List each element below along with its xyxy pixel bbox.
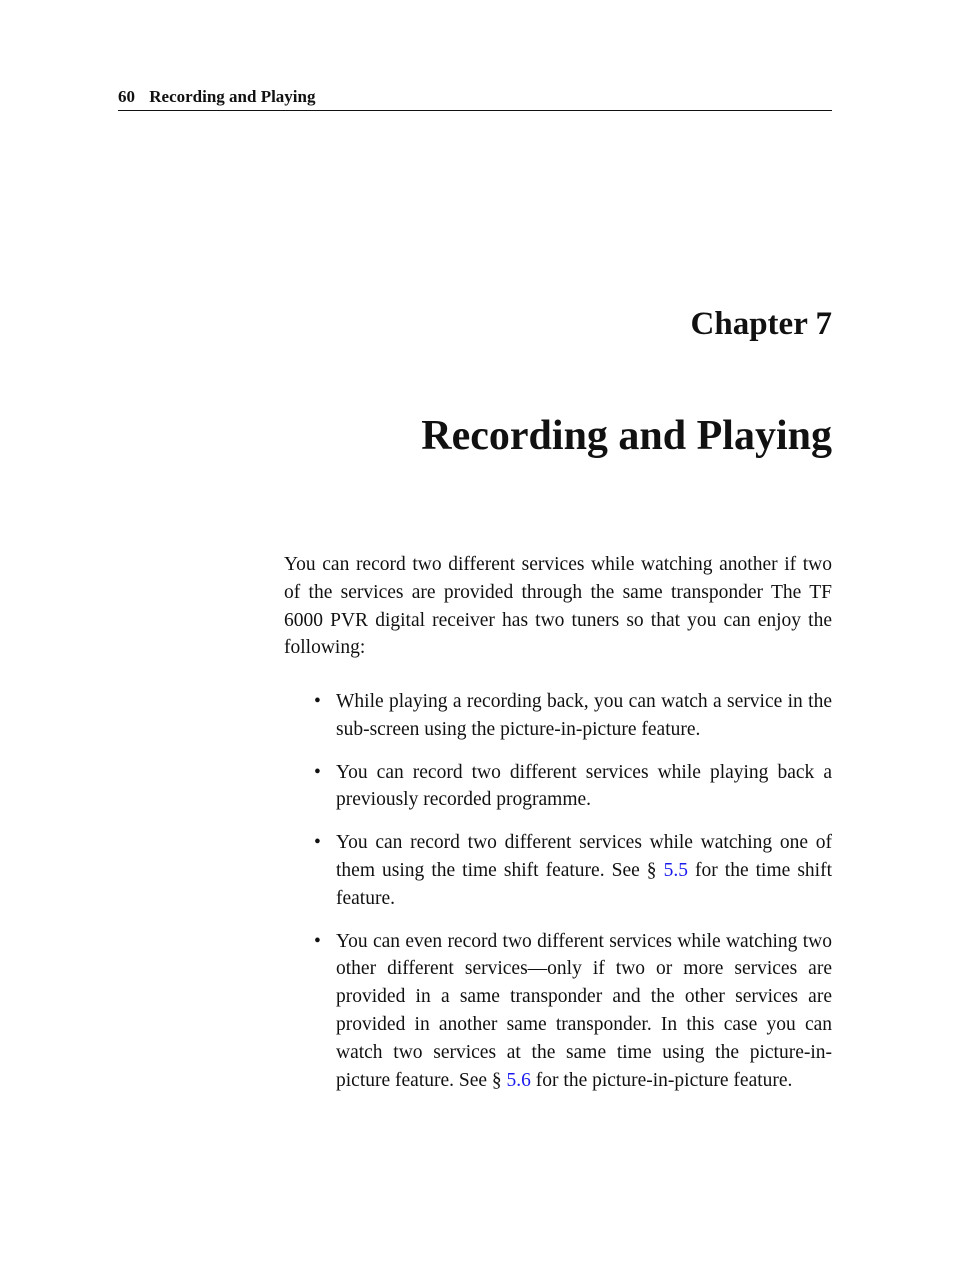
bullet-icon: • bbox=[314, 761, 321, 783]
bullet-icon: • bbox=[314, 691, 321, 712]
list-item bbox=[284, 688, 832, 744]
feature-list bbox=[284, 688, 832, 1109]
bullet-icon: • bbox=[314, 930, 321, 952]
list-item bbox=[284, 829, 832, 912]
running-title: Recording and Playing bbox=[149, 87, 316, 106]
page-number: 60 bbox=[118, 87, 135, 106]
list-item bbox=[284, 759, 832, 815]
list-item-text: You can record two different services while playing back a previously recorded programme. bbox=[336, 761, 832, 811]
list-item-text: While playing a recording back, you can watch a service in the sub-screen using the picture-in-picture feature. bbox=[336, 691, 832, 740]
list-item-text-before: You can even record two different services while watching two other different services—only if two or more services are provided in a same transponder and the other services are provided in another same transponder. In this case you can watch two services at the same time using the picture-in-picture feature. See § bbox=[336, 930, 832, 1091]
list-item-text-after: for the time shift feature. bbox=[336, 859, 833, 909]
section-link-5-5[interactable]: 5.5 bbox=[663, 859, 688, 881]
intro-paragraph: You can record two different services while watching another if two of the services are provided through the same transponder The TF 6000 PVR digital receiver has two tuners so that you can enjoy the following: bbox=[284, 554, 832, 659]
list-item-text-before: You can record two different services while watching one of them using the time shift feature. See § bbox=[336, 832, 832, 881]
chapter-title: Recording and Playing bbox=[421, 413, 832, 459]
list-item-text-after: for the picture-in-picture feature. bbox=[530, 1069, 793, 1091]
chapter-label: Chapter 7 bbox=[690, 306, 832, 342]
list-item bbox=[284, 928, 832, 1095]
bullet-icon: • bbox=[314, 832, 321, 854]
section-link-5-6[interactable]: 5.6 bbox=[506, 1069, 531, 1091]
running-header bbox=[118, 86, 832, 111]
